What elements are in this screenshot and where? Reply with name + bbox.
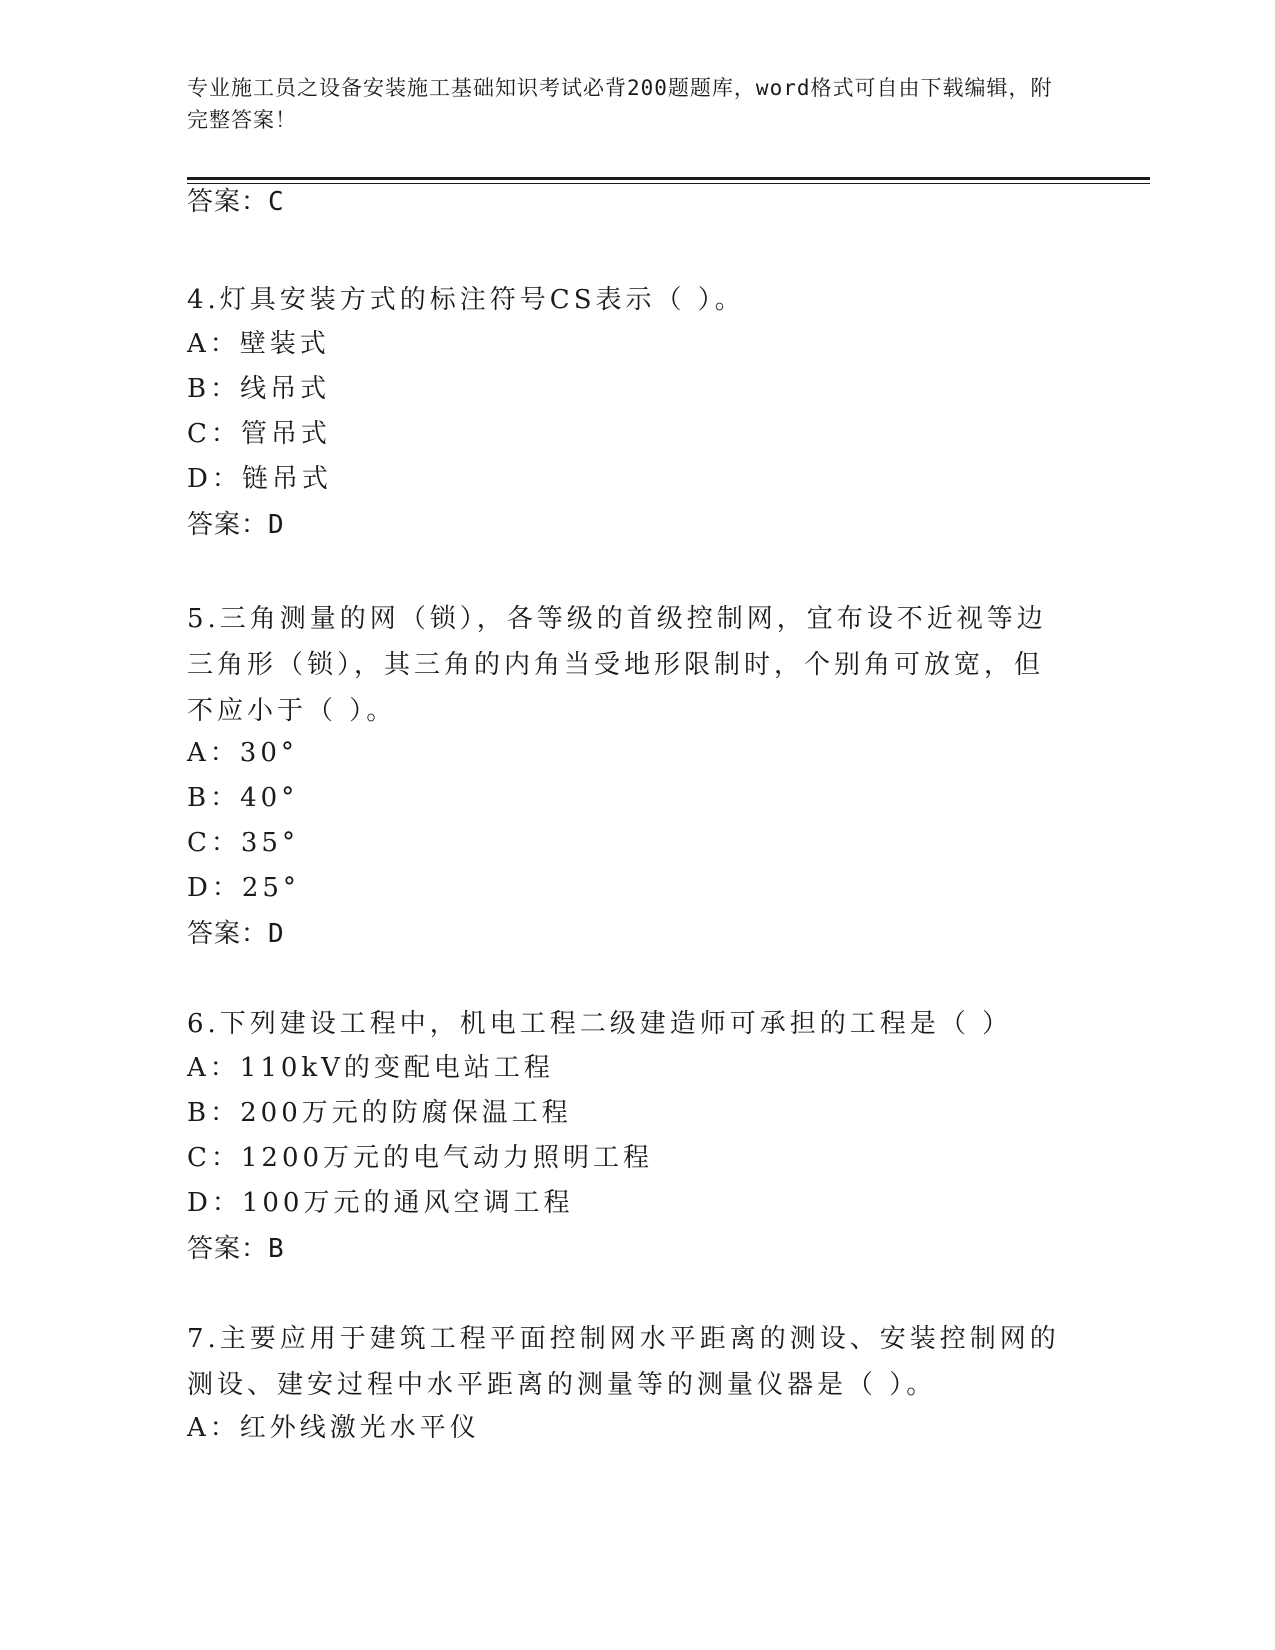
question-5-stem: 5.三角测量的网（锁），各等级的首级控制网，宜布设不近视等边三角形（锁），其三角的内角当受地形限制时，个别角可放宽，但不应小于（ ）。 bbox=[187, 604, 1047, 726]
question-5-option-b: B：40° bbox=[187, 783, 299, 813]
document-header: 专业施工员之设备安装施工基础知识考试必背200题题库，word格式可自由下载编辑，附完整答案！ bbox=[187, 76, 1053, 132]
question-6-option-b: B：200万元的防腐保温工程 bbox=[187, 1098, 572, 1128]
question-5-option-c: C：35° bbox=[187, 828, 299, 858]
question-6-option-c: C：1200万元的电气动力照明工程 bbox=[187, 1143, 654, 1173]
question-4-option-a: A：壁装式 bbox=[187, 329, 330, 359]
question-5-option-d: D：25° bbox=[187, 873, 300, 903]
question-6-answer: 答案：B bbox=[187, 1234, 285, 1264]
question-5-answer: 答案：D bbox=[187, 919, 285, 949]
question-5-option-a: A：30° bbox=[187, 738, 298, 768]
question-4-answer: 答案：D bbox=[187, 510, 285, 540]
question-7-stem: 7.主要应用于建筑工程平面控制网水平距离的测设、安装控制网的测设、建安过程中水平距离的测量等的测量仪器是（ ）。 bbox=[187, 1324, 1060, 1400]
header-divider-thick bbox=[187, 177, 1150, 180]
question-6-stem: 6.下列建设工程中，机电工程二级建造师可承担的工程是（ ） bbox=[187, 1009, 1013, 1039]
question-6-option-d: D：100万元的通风空调工程 bbox=[187, 1188, 574, 1218]
question-6-option-a: A：110kV的变配电站工程 bbox=[187, 1053, 554, 1083]
question-4-option-d: D：链吊式 bbox=[187, 464, 332, 494]
header-divider-thin bbox=[187, 183, 1150, 184]
answer-line: 答案：C bbox=[187, 187, 285, 217]
question-4-option-c: C：管吊式 bbox=[187, 419, 331, 449]
question-4-stem: 4.灯具安装方式的标注符号CS表示（ ）。 bbox=[187, 285, 745, 315]
question-4-option-b: B：线吊式 bbox=[187, 374, 331, 404]
question-7-option-a: A：红外线激光水平仪 bbox=[187, 1413, 480, 1443]
